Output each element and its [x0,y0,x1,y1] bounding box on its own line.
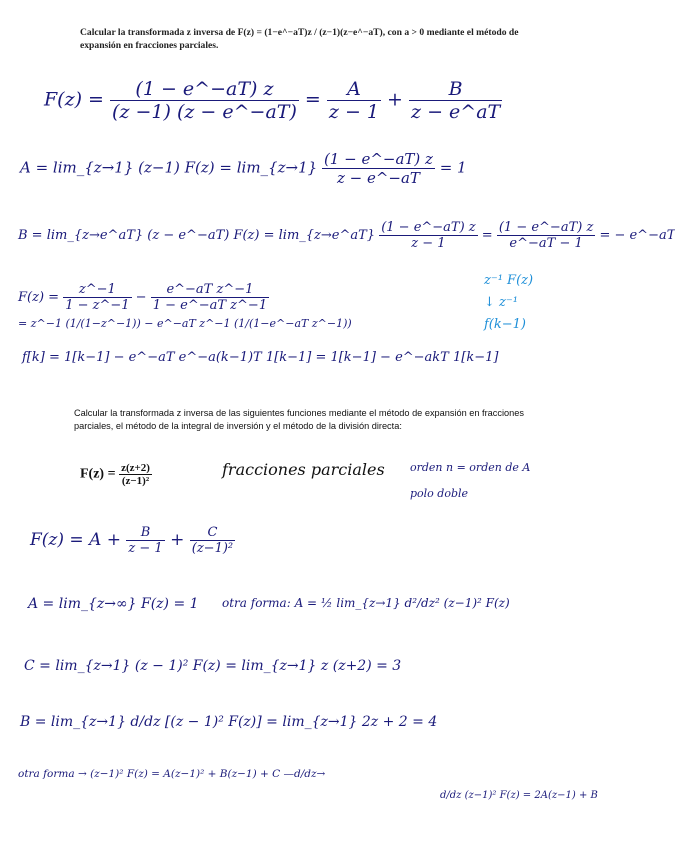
hw-line-3 [18,220,675,251]
hw-line-7-c-den: (z−1)² [191,541,234,556]
hw-line-3-eq: = [481,228,493,243]
hw-line-4-minus: − [135,290,147,305]
equation-2-lhs: F(z) = [80,466,116,482]
hw-line-4-num-2: e^−aT z^−1 [151,282,269,298]
hw-line-1-main-fraction [110,78,299,123]
hw-line-3-fraction-1 [379,220,477,251]
hw-line-10: B = lim_{z→1} d/dz [(z − 1)² F(z)] = lim_{z→1} 2z + 2 = 4 [20,714,438,730]
hw-note-right-1: orden n = orden de A [410,461,531,474]
hw-fracciones-parciales: fracciones parciales [222,460,385,479]
hw-line-4 [18,282,352,330]
hw-note-right-2: polo doble [410,487,469,500]
hw-line-8-alt [222,596,510,610]
hw-side-note-1: z⁻¹ F(z) [484,273,534,288]
hw-side-note [484,270,533,336]
hw-line-4-den-2: 1 − e^−aT z^−1 [152,298,268,313]
hw-line-8-alt-label: otra forma: [222,596,291,610]
hw-line-4-fraction-1 [63,282,131,313]
hw-note-right [410,455,530,507]
hw-line-4-num-1: z^−1 [63,282,131,298]
equation-2-fraction [119,462,152,487]
hw-line-7 [30,525,235,556]
hw-line-2 [20,150,467,187]
hw-line-4-den-1: 1 − z^−1 [65,298,130,313]
hw-line-3-text: B = lim_{z→e^aT} (z − e^−aT) F(z) = lim_{z→e^aT} [18,228,376,243]
hw-line-11-arrow: —d/dz→ [283,768,326,780]
hw-line-1-lhs: F(z) = [44,88,104,111]
problem-2-statement: Calcular la transformada z inversa de las siguientes funciones mediante el método de expansión en fracciones parciales, el método de la integral de inversión y el método de la división directa: [74,408,524,431]
hw-line-2-den: z − e^−aT [336,169,420,187]
hw-line-1-plus: + [387,88,403,111]
hw-line-11-text: otra forma → (z−1)² F(z) = A(z−1)² + B(z−1) + C [18,768,281,780]
hw-line-1-num: (1 − e^−aT) z [110,78,299,101]
hw-line-2-fraction [322,150,435,187]
hw-line-8 [28,596,199,612]
hw-line-9: C = lim_{z→1} (z − 1)² F(z) = lim_{z→1} z (z+2) = 3 [24,658,402,674]
hw-line-2-text: A = lim_{z→1} (z−1) F(z) = lim_{z→1} [20,158,318,177]
hw-line-7-c-num: C [190,525,235,541]
hw-line-3-num-1: (1 − e^−aT) z [381,220,476,235]
hw-line-8-text: A = lim_{z→∞} F(z) = 1 [28,596,199,612]
hw-line-3-fraction-2 [497,220,595,251]
hw-line-1-eq: = [304,88,321,111]
hw-line-1-b-den: z − e^aT [411,101,501,123]
equation-2-num: z(z+2) [121,462,150,474]
problem-1-statement: Calcular la transformada z inversa de F(z) = (1−e^−aT)z / (z−1)(z−e^−aT), con a > 0 mediante el método de expansión en fracciones parciales. [80,27,519,51]
hw-line-7-b-num: B [126,525,164,541]
hw-side-note-2: ↓ z⁻¹ [484,295,518,310]
hw-line-4-rhs: = z^−1 (1/(1−z^−1)) − e^−aT z^−1 (1/(1−e^−aT z^−1)) [18,317,352,330]
hw-line-1-frac-b [409,78,502,123]
hw-line-7-plus: + [170,530,185,550]
hw-line-5: f[k] = 1[k−1] − e^−aT e^−a(k−1)T 1[k−1] = 1[k−1] − e^−akT 1[k−1] [22,350,499,365]
hw-line-11-rhs: d/dz (z−1)² F(z) = 2A(z−1) + B [440,790,598,801]
hw-line-1 [44,78,502,123]
hw-line-3-den-1: z − 1 [411,236,446,251]
hw-line-3-num-2: (1 − e^−aT) z [498,220,594,235]
hw-line-1-den: (z −1) (z − e^−aT) [112,101,297,123]
hw-line-7-b-den: z − 1 [128,541,163,556]
hw-line-4-lhs: F(z) = [18,290,60,305]
hw-line-2-rhs: = 1 [439,158,467,177]
hw-line-1-a-num: A [327,78,381,101]
hw-line-1-a-den: z − 1 [328,101,379,123]
hw-line-1-frac-a [327,78,381,123]
hw-line-11 [18,768,325,780]
hw-line-2-num: (1 − e^−aT) z [323,150,433,168]
hw-line-8-alt-formula: A = ½ lim_{z→1} d²/dz² (z−1)² F(z) [294,596,510,610]
hw-line-3-rhs: = − e^−aT [599,228,675,243]
hw-line-7-frac-c [190,525,235,556]
equation-2-den: (z−1)² [121,475,150,487]
hw-line-3-den-2: e^−aT − 1 [509,236,583,251]
equation-2 [80,462,152,487]
hw-line-4-fraction-2 [151,282,269,313]
hw-line-7-lhs: F(z) = A + [30,530,121,550]
hw-line-1-b-num: B [409,78,502,101]
hw-side-note-3: f(k−1) [484,317,526,332]
hw-line-7-frac-b [126,525,164,556]
